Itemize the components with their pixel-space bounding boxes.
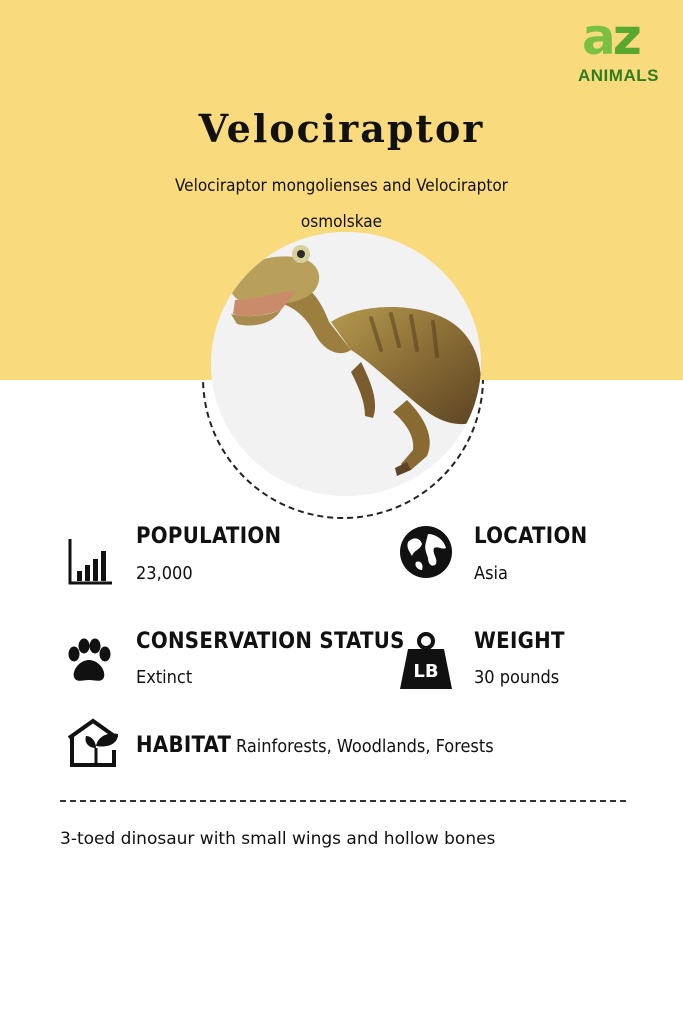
house-plant-icon (66, 718, 122, 768)
section-divider (60, 800, 626, 802)
weight-value: 30 pounds (474, 667, 560, 688)
weight-label: WEIGHT (474, 629, 565, 654)
logo-word: ANIMALS (578, 66, 659, 85)
bar-chart-icon (68, 537, 114, 587)
conservation-value: Extinct (136, 667, 193, 688)
logo-letters: az (582, 8, 639, 66)
weight-lb-icon (398, 631, 454, 691)
scientific-name: Velociraptor mongolienses and Velociraptor osmolskae (175, 176, 508, 232)
velociraptor-illustration (211, 232, 481, 496)
globe-icon (398, 524, 454, 580)
animal-title: Velociraptor (198, 106, 485, 151)
habitat-label: HABITAT (136, 733, 232, 758)
animal-photo (211, 232, 481, 496)
population-value: 23,000 (136, 563, 193, 584)
location-value: Asia (474, 563, 508, 584)
weight-icon-text: LB (413, 661, 439, 682)
population-label: POPULATION (136, 524, 282, 549)
paw-icon (64, 638, 114, 684)
conservation-label: CONSERVATION STATUS (136, 629, 405, 654)
az-animals-logo[interactable] (576, 8, 664, 88)
location-label: LOCATION (474, 524, 588, 549)
habitat-value: Rainforests, Woodlands, Forests (236, 736, 494, 757)
fun-fact: 3-toed dinosaur with small wings and hollow bones (60, 829, 496, 849)
